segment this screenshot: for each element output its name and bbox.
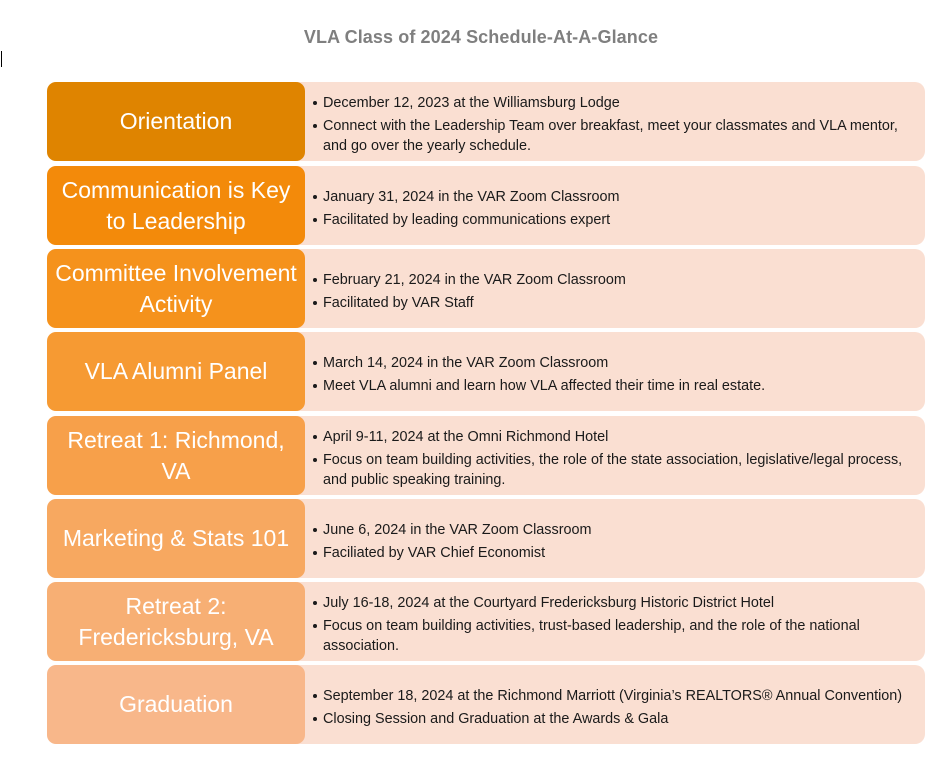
page-title: VLA Class of 2024 Schedule-At-A-Glance [303,27,659,47]
session-label: Orientation [47,82,305,161]
bullet-list [313,187,905,233]
session-label: Committee Involvement Activity [47,249,305,328]
schedule-row-graduation [47,665,925,744]
bullet-list [313,427,905,493]
session-date-location: June 6, 2024 in the VAR Zoom Classroom [313,520,905,540]
session-description: Meet VLA alumni and learn how VLA affected their time in real estate. [313,376,905,396]
session-label: Retreat 2: Fredericksburg, VA [47,582,305,661]
session-details [297,82,925,161]
session-label: Marketing & Stats 101 [47,499,305,578]
session-label: Communication is Key to Leadership [47,166,305,245]
bullet-list [313,93,905,159]
session-details [297,249,925,328]
schedule-row-retreat-1 [47,416,925,495]
session-label: Retreat 1: Richmond, VA [47,416,305,495]
session-date-location: September 18, 2024 at the Richmond Marriott (Virginia’s REALTORS® Annual Convention) [313,686,905,706]
session-description: Connect with the Leadership Team over breakfast, meet your classmates and VLA mentor, and go over the yearly schedule. [313,116,905,156]
schedule-row-committee [47,249,925,328]
session-details [297,499,925,578]
session-date-location: March 14, 2024 in the VAR Zoom Classroom [313,353,905,373]
session-details [297,582,925,661]
schedule-row-communication [47,166,925,245]
bullet-list [313,593,905,659]
session-description: Closing Session and Graduation at the Awards & Gala [313,709,905,729]
text-cursor [1,51,2,67]
session-description: Focus on team building activities, the role of the state association, legislative/legal process, and public speaking training. [313,450,905,490]
session-details [297,416,925,495]
session-description: Facilitated by VAR Staff [313,293,905,313]
session-date-location: December 12, 2023 at the Williamsburg Lodge [313,93,905,113]
schedule-row-retreat-2 [47,582,925,661]
session-date-location: July 16-18, 2024 at the Courtyard Fredericksburg Historic District Hotel [313,593,905,613]
session-label: VLA Alumni Panel [47,332,305,411]
session-label: Graduation [47,665,305,744]
bullet-list [313,270,905,316]
bullet-list [313,353,905,399]
session-date-location: February 21, 2024 in the VAR Zoom Classroom [313,270,905,290]
bullet-list [313,520,905,566]
session-description: Focus on team building activities, trust-based leadership, and the role of the national association. [313,616,905,656]
session-details [297,332,925,411]
session-description: Facilitated by leading communications expert [313,210,905,230]
session-details [297,665,925,744]
session-date-location: January 31, 2024 in the VAR Zoom Classroom [313,187,905,207]
session-date-location: April 9-11, 2024 at the Omni Richmond Hotel [313,427,905,447]
bullet-list [313,686,905,732]
schedule-row-orientation [47,82,925,161]
session-details [297,166,925,245]
schedule-row-alumni-panel [47,332,925,411]
schedule-row-marketing [47,499,925,578]
session-description: Faciliated by VAR Chief Economist [313,543,905,563]
